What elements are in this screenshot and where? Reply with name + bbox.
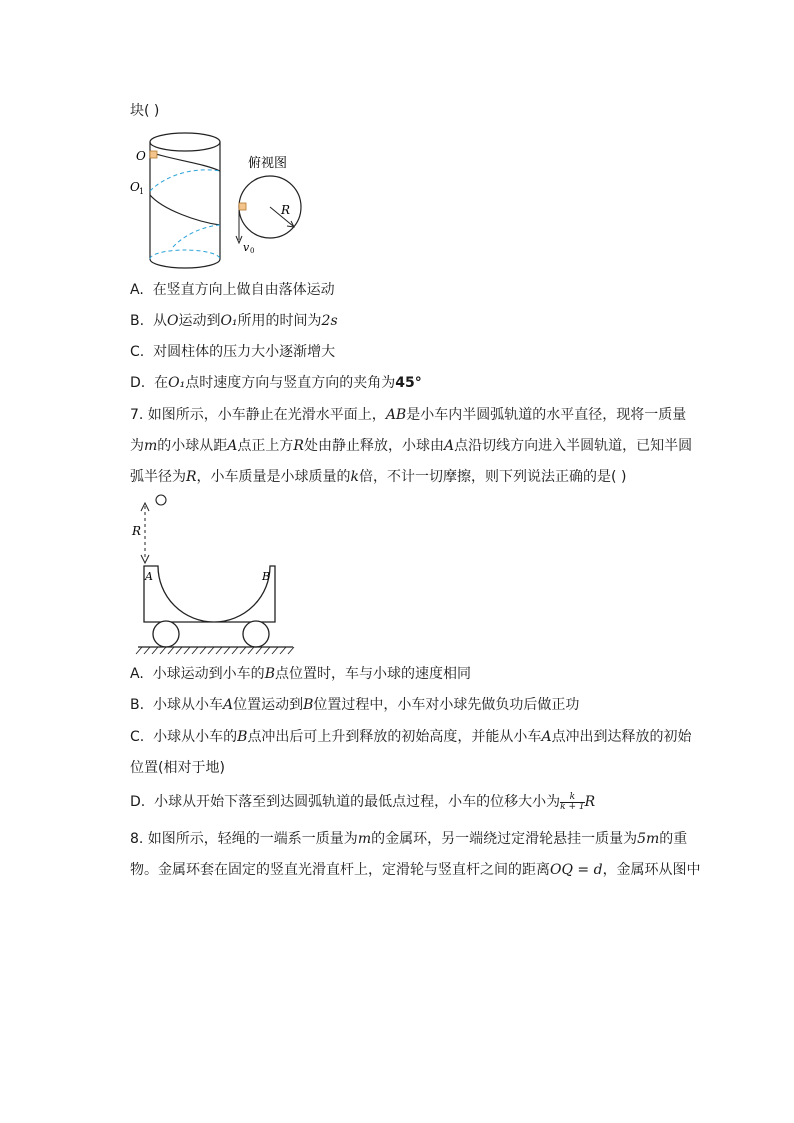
q7-option-a: A. 小球运动到小车的B点位置时，车与小球的速度相同: [130, 666, 471, 682]
label-v0-sub: 0: [250, 247, 255, 255]
q7-option-b: B. 小球从小车A位置运动到B位置过程中，小车对小球先做负功后做正功: [130, 697, 580, 713]
label-O1: O: [130, 180, 140, 194]
cart-figure: [128, 492, 298, 657]
q8-stem-line-1: 8. 如图所示，轻绳的一端系一质量为m的金属环，另一端绕过定滑轮悬挂一质量为5m的重: [130, 831, 688, 847]
question-continuation: 块( ): [130, 103, 160, 119]
q6-option-a: A. 在竖直方向上做自由落体运动: [130, 282, 335, 298]
q7-option-c: C. 小球从小车的B点冲出后可上升到释放的初始高度，并能从小车A点冲出到达释放的初始: [130, 729, 692, 745]
fraction-k-over-k-plus-1: $\frac{k}{k + 1}$: [560, 791, 585, 812]
label-A: A: [145, 570, 153, 583]
q7-option-c-continuation: 位置(相对于地): [130, 760, 225, 776]
label-R-height: R: [132, 524, 142, 538]
q7-stem-line-3: 弧半径为R，小车质量是小球质量的k倍，不计一切摩擦，则下列说法正确的是( ): [130, 469, 627, 485]
q7-stem-line-2: 为m的小球从距A点正上方R处由静止释放，小球由A点沿切线方向进入半圆轨道，已知半圆: [130, 438, 693, 454]
q7-option-d: D. 小球从开始下落至到达圆弧轨道的最低点过程，小车的位移大小为 $\frac{k}{k + 1}$ R: [130, 791, 596, 812]
q6-option-b: B. 从O运动到O₁所用的时间为2s: [130, 313, 338, 329]
label-R-topview: R: [281, 203, 291, 217]
q7-stem-line-1: 7. 如图所示，小车静止在光滑水平面上，AB是小车内半圆弧轨道的水平直径，现将一质量: [130, 407, 687, 423]
q6-option-d: D. 在O₁点时速度方向与竖直方向的夹角为45°: [130, 375, 422, 391]
topview-title: 俯视图: [248, 156, 288, 171]
q6-option-c: C. 对圆柱体的压力大小逐渐增大: [130, 344, 336, 360]
label-v0: v: [243, 241, 250, 254]
label-O: O: [136, 149, 146, 163]
label-O1-sub: 1: [139, 187, 145, 196]
q8-stem-line-2: 物。金属环套在固定的竖直光滑直杆上，定滑轮与竖直杆之间的距离OQ = d，金属环从图中: [130, 862, 701, 878]
label-B: B: [262, 570, 271, 583]
cylinder-figure: [128, 125, 308, 275]
